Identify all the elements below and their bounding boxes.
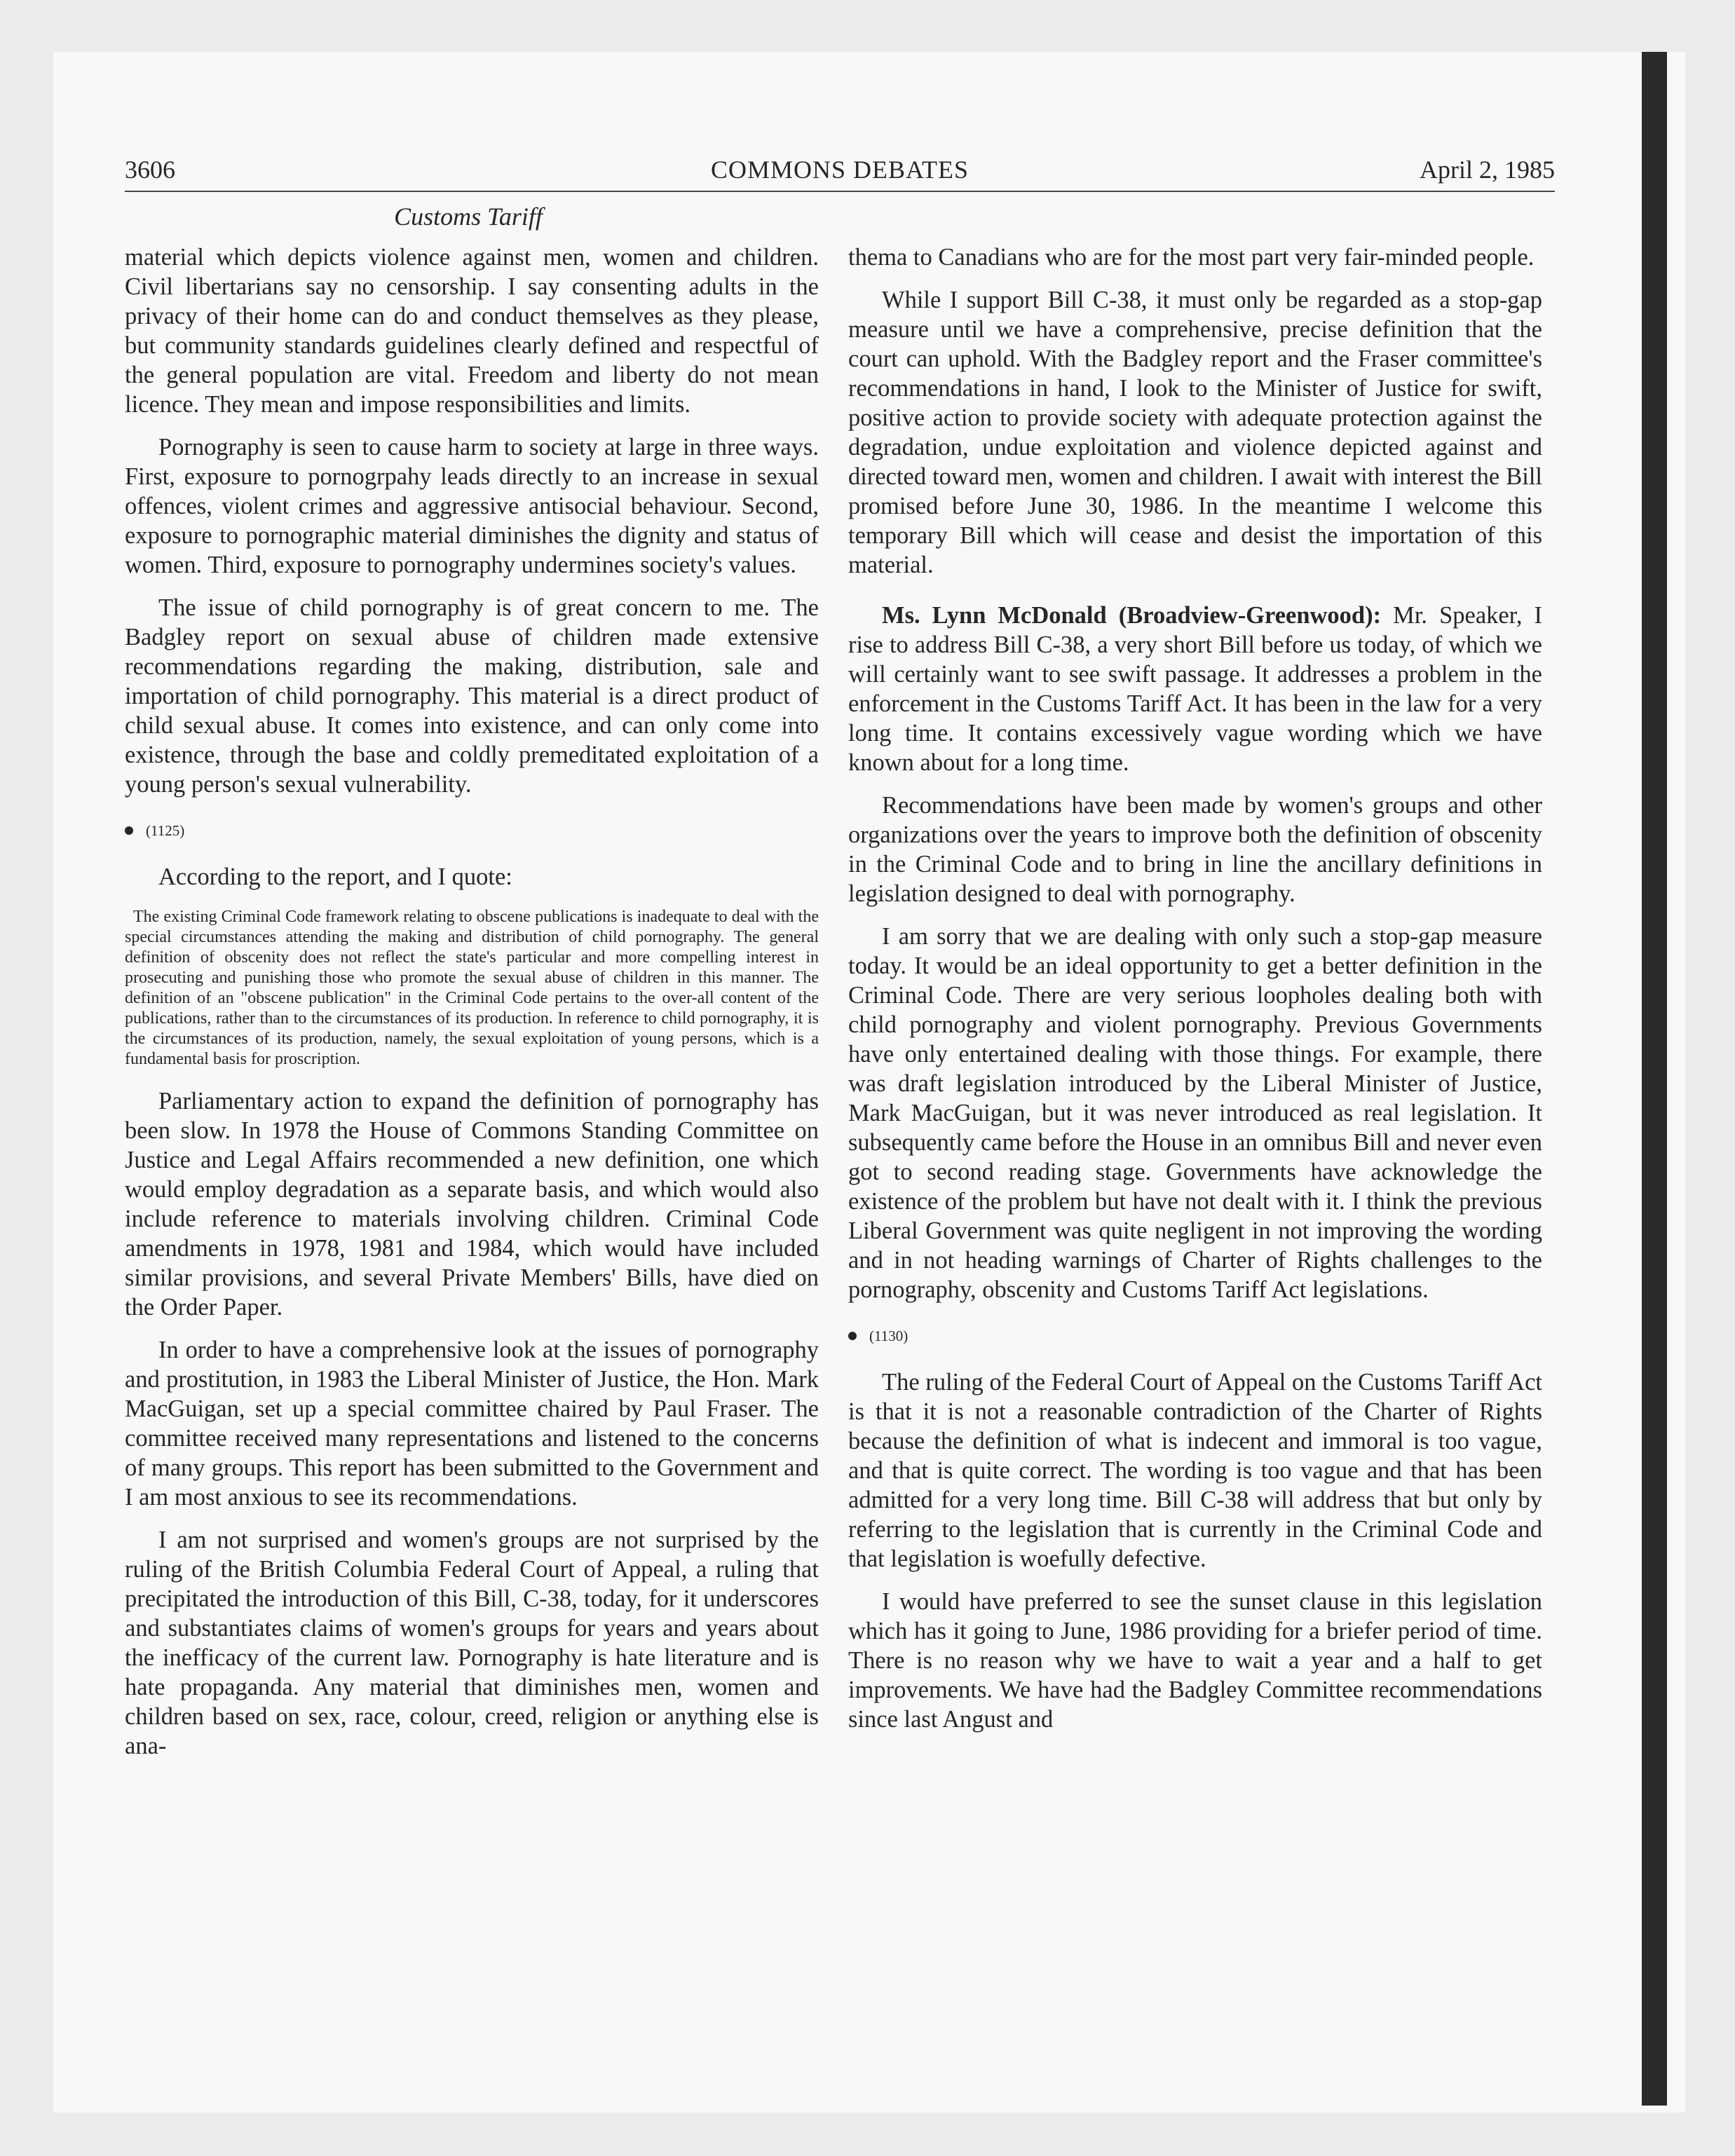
quote-intro: According to the report, and I quote: xyxy=(158,864,512,890)
header-date: April 2, 1985 xyxy=(1420,156,1555,184)
paragraph: I am sorry that we are dealing with only such a stop-gap measure today. It would be an ideal opportunity to get a better definition in the Criminal Code. There are very serious loopholes dealing both with child pornography and violent pornography. Previous Governments have only entertained dealing with those things. For example, there was draft legislation introduced by the Liberal Minister of Justice, Mark MacGuigan, but it was never introduced as real legislation. It subsequently came before the House in an omnibus Bill and never even got to second reading stage. Governments have acknowledge the existence of the problem but have not dealt with it. I think the previous Liberal Government was quite negligent in not improving the wording and in not heading warnings of Charter of Rights challenges to the pornography, obscenity and Customs Tariff Act legislations. xyxy=(848,923,1542,1303)
speaker-name: Ms. Lynn McDonald (Broadview-Greenwood): xyxy=(882,602,1382,629)
page-number: 3606 xyxy=(125,156,175,184)
paragraph: I would have preferred to see the sunset clause in this legislation which has it going to June, 1986 providing for a briefer period of time. There is no reason why we have to wait a year and a half to get improvements. We have had the Badgley Committee recommendations since last Angust and xyxy=(848,1588,1542,1733)
time-marker xyxy=(848,1324,1542,1348)
running-title: Customs Tariff xyxy=(394,203,543,231)
paragraph: Parliamentary action to expand the definition of pornography has been slow. In 1978 the House of Commons Standing Committee on Justice and Legal Affairs recommended a new definition, one which would employ degradation as a separate basis, and which would also include reference to materials involving children. Criminal Code amendments in 1978, 1981 and 1984, which would have included similar provisions, and several Private Members' Bills, have died on the Order Paper. xyxy=(125,1088,819,1321)
paragraph: Recommendations have been made by women's groups and other organizations over the years to improve both the definition of obscenity in the Criminal Code and to bring in line the ancillary definitions in legislation designed to deal with pornography. xyxy=(848,792,1542,907)
paragraph: In order to have a comprehensive look at the issues of pornography and prostitution, in 1983 the Liberal Minister of Justice, the Hon. Mark MacGuigan, set up a special committee chaired by Paul Fraser. The committee received many representations and listened to the concerns of many groups. This report has been submitted to the Government and I am most anxious to see its recommendations. xyxy=(125,1337,819,1510)
time-marker xyxy=(125,819,819,842)
bullet-dot-icon xyxy=(848,1332,857,1340)
paragraph: thema to Canadians who are for the most part very fair-minded people. xyxy=(848,244,1535,271)
time-marker-label: (1125) xyxy=(146,822,185,839)
bullet-dot-icon xyxy=(125,826,133,835)
paragraph: Pornography is seen to cause harm to society at large in three ways. First, exposure to pornogrpahy leads directly to an increase in sexual offences, violent crimes and aggressive antisocial behaviour. Second, exposure to pornographic material diminishes the dignity and status of women. Third, exposure to pornography undermines society's values. xyxy=(125,434,819,578)
paragraph: The issue of child pornography is of great concern to me. The Badgley report on sexual abuse of children made extensive recommendations regarding the making, distribution, sale and importation of child pornography. This material is a direct product of child sexual abuse. It comes into existence, and can only come into existence, through the base and coldly premeditated exploitation of a young person's sexual vulnerability. xyxy=(125,594,819,798)
paragraph: The ruling of the Federal Court of Appeal on the Customs Tariff Act is that it is not a reasonable contradiction of the Charter of Rights because the definition of what is indecent and immoral is too vague, and that is quite correct. The wording is too vague and that has been admitted for a very long time. Bill C-38 will address that but only by referring to the legislation that is currently in the Criminal Code and that legislation is woefully defective. xyxy=(848,1369,1542,1572)
speech-paragraph xyxy=(848,601,1542,777)
paragraph: I am not surprised and women's groups are not surprised by the ruling of the British Columbia Federal Court of Appeal, a ruling that precipitated the introduction of this Bill, C-38, today, for it underscores and substantiates claims of women's groups for years and years about the inefficacy of the current law. Pornography is hate literature and is hate propaganda. Any material that diminishes men, women and children based on sex, race, colour, creed, religion or anything else is ana- xyxy=(125,1527,819,1759)
right-column xyxy=(848,243,1542,1747)
speech-text: Mr. Speaker, I rise to address Bill C-38, a very short Bill before us today, of which we will certainly want to see swift passage. It addresses a problem in the enforcement in the Customs Tariff Act. It has been in the law for a very long time. It contains excessively vague wording which we have known about for a long time. xyxy=(848,602,1543,776)
scan-edge-bar xyxy=(1642,52,1667,2106)
block-quote: The existing Criminal Code framework relating to obscene publications is inadequate to deal with the special circumstances attending the making and distribution of child pornography. The general definition of obscenity does not reflect the state's particular and more compelling interest in prosecuting and punishing those who promote the sexual abuse of children in this manner. The definition of an "obscene publication" in the Criminal Code pertains to the over-all content of the publications, rather than to the circumstances of its production. In reference to child pornography, it is the circumstances of its production, namely, the sexual exploitation of young persons, which is a fundamental basis for proscription. xyxy=(125,908,819,1068)
time-marker-label: (1130) xyxy=(869,1328,909,1344)
publication-title: COMMONS DEBATES xyxy=(710,156,969,184)
paragraph: material which depicts violence against men, women and children. Civil libertarians say no censorship. I say consenting adults in the privacy of their home can do and conduct themselves as they please, but community standards guidelines clearly defined and respectful of the general population are vital. Freedom and liberty do not mean licence. They mean and impose responsibilities and limits. xyxy=(125,244,819,418)
left-column xyxy=(125,243,819,1774)
page-header xyxy=(125,156,1555,192)
paragraph: While I support Bill C-38, it must only be regarded as a stop-gap measure until we have a comprehensive, precise definition that the court can uphold. With the Badgley report and the Fraser committee's recommendations in hand, I look to the Minister of Justice for swift, positive action to provide society with adequate protection against the degradation, undue exploitation and violence depicted against and directed toward men, women and children. I await with interest the Bill promised before June 30, 1986. In the meantime I welcome this temporary Bill which will cease and desist the importation of this material. xyxy=(848,287,1542,578)
